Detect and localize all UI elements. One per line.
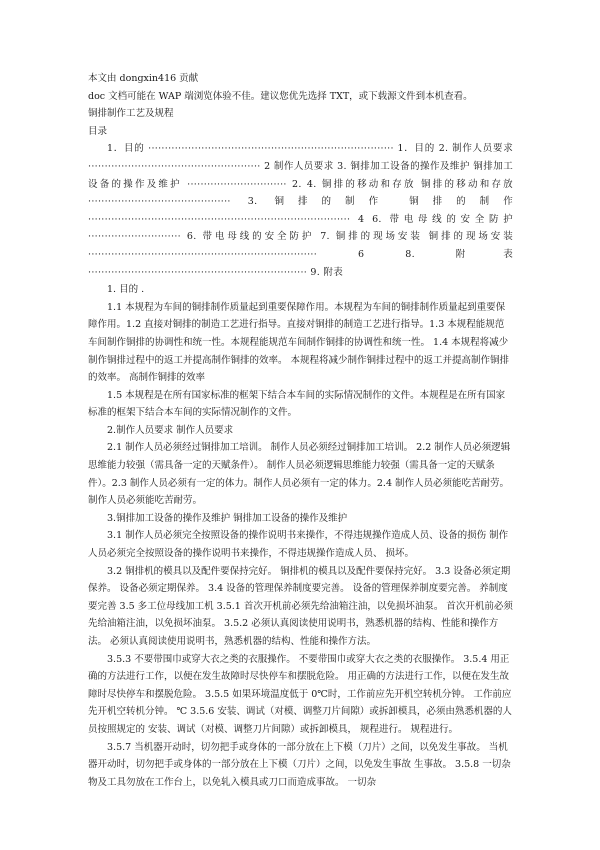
section-2-heading: 2.制作人员要求 制作人员要求 <box>107 424 234 436</box>
section-3-heading: 3.铜排加工设备的操作及维护 铜排加工设备的操作及维护 <box>107 512 348 524</box>
format-notice: doc 文档可能在 WAP 端浏览体验不佳。建议您优先选择 TXT，或下载源文件到本机查看。 <box>88 90 473 102</box>
section-3-2-paragraph: 3.2 铜排机的模具以及配件要保持完好。 铜排机的模具以及配件要保持完好。 3.3 设备必须定期保养。 设备必须定期保养。 3.4 设备的管理保养制度要完善。 设备的管理保养制度要完善。 养制度要完善 3.5 多工位母线加工机 3.5.1 首次开机前必须先给油箱注油，以免损坏油泵。 首次开机前必须先给油箱注油，以免损坏油泵。 3.5.2 必须认真阅读使用说明书，熟悉机器的结构、性能和操作方法。 必须认真阅读使用说明书，熟悉机器的结构、性能和操作方法。 <box>88 565 513 647</box>
contributor-line: 本文由 dongxin416 贡献 <box>88 73 199 84</box>
section-3-1-paragraph: 3.1 制作人员必须完全按照设备的操作说明书来操作，不得违规操作造成人员、设备的损伤 制作人员必须完全按照设备的操作说明书来操作，不得违规操作造成人员、 损坏。 <box>88 530 509 560</box>
document-content <box>88 70 513 791</box>
section-3-5-7-paragraph: 3.5.7 当机器开动时，切勿把手或身体的一部分放在上下模（刀片）之间，以免发生事故。 当机器开动时，切勿把手或身体的一部分放在上下模（刀片）之间，以免发生事故 生事故。 3.5.8 一切杂物及工具勿放在工作台上，以免轧入模具或刀口而造成事故。 一切杂 <box>88 741 511 788</box>
toc-label: 目录 <box>88 125 108 137</box>
section-1-heading: 1. 目的 . <box>107 284 145 296</box>
section-3-5-3-paragraph: 3.5.3 不要带围巾或穿大衣之类的衣服操作。 不要带围巾或穿大衣之类的衣服操作。 3.5.4 用正确的方法进行工作，以便在发生故障时尽快停车和摆脱危险。 用正确的方法进行工作，以便在发生故障时尽快停车和摆脱危险。 3.5.5 如果环境温度低于 0℃时，工作前应先开机空转机分钟。 工作前应先开机空转机分钟。 ℃ 3.5.6 安装、调试（对模、调整刀片间隙）或拆卸模具，必须由熟悉机器的人员按照规定的 安装、调试（对模、调整刀片间隙）或拆卸模具， 规程进行。 规程进行。 <box>88 653 512 735</box>
table-of-contents: 1．目的 ·········································································· 1．目的 2. 制作人员要求 ···················································· 2 制作人员要求 3. 铜排加工设备的操作及维护 铜排加工设备的操作及维护 ······························ 2. 4. 铜排的移动和存放 铜排的移动和存放 ··········································· 3. 铜排的制作 铜排的制作 ··············································································· 4 6. 带电母线的安全防护 ···························· 6. 带电母线的安全防护 7. 铜排的现场安装 铜排的现场安装 ····································································· 6 8. 附表 ·································································· 9. 附表 <box>88 143 513 278</box>
document-title: 铜排制作工艺及规程 <box>88 108 174 120</box>
section-1-paragraph: 1.1 本规程为车间的铜排制作质量起到重要保障作用。本规程为车间的铜排制作质量起到重要保障作用。1.2 直接对铜排的制造工艺进行指导。直接对铜排的制造工艺进行指导。1.3 本规程能规范车间制作铜排的协调性和统一性。本规程能规范车间制作铜排的协调性和统一性。 1.4 本规程将减少制作铜排过程中的返工并提高制作铜排的效率。 本规程将减少制作铜排过程中的返工并提高制作铜排的效率。 高制作铜排的效率 <box>88 301 510 384</box>
section-1-5-paragraph: 1.5 本规程是在所有国家标准的框架下结合本车间的实际情况制作的文件。本规程是在所有国家标准的框架下结合本车间的实际情况制作的文件。 <box>88 389 506 419</box>
section-2-paragraph: 2.1 制作人员必须经过铜排加工培训。 制作人员必须经过铜排加工培训。 2.2 制作人员必须逻辑思维能力较强（需具备一定的天赋条件）。 制作人员必须逻辑思维能力较强（需具备一定的天赋条件）。2.3 制作人员必须有一定的体力。制作人员必须有一定的体力。2.4 制作人员必须能吃苦耐劳。 制作人员必须能吃苦耐劳。 <box>88 442 511 507</box>
